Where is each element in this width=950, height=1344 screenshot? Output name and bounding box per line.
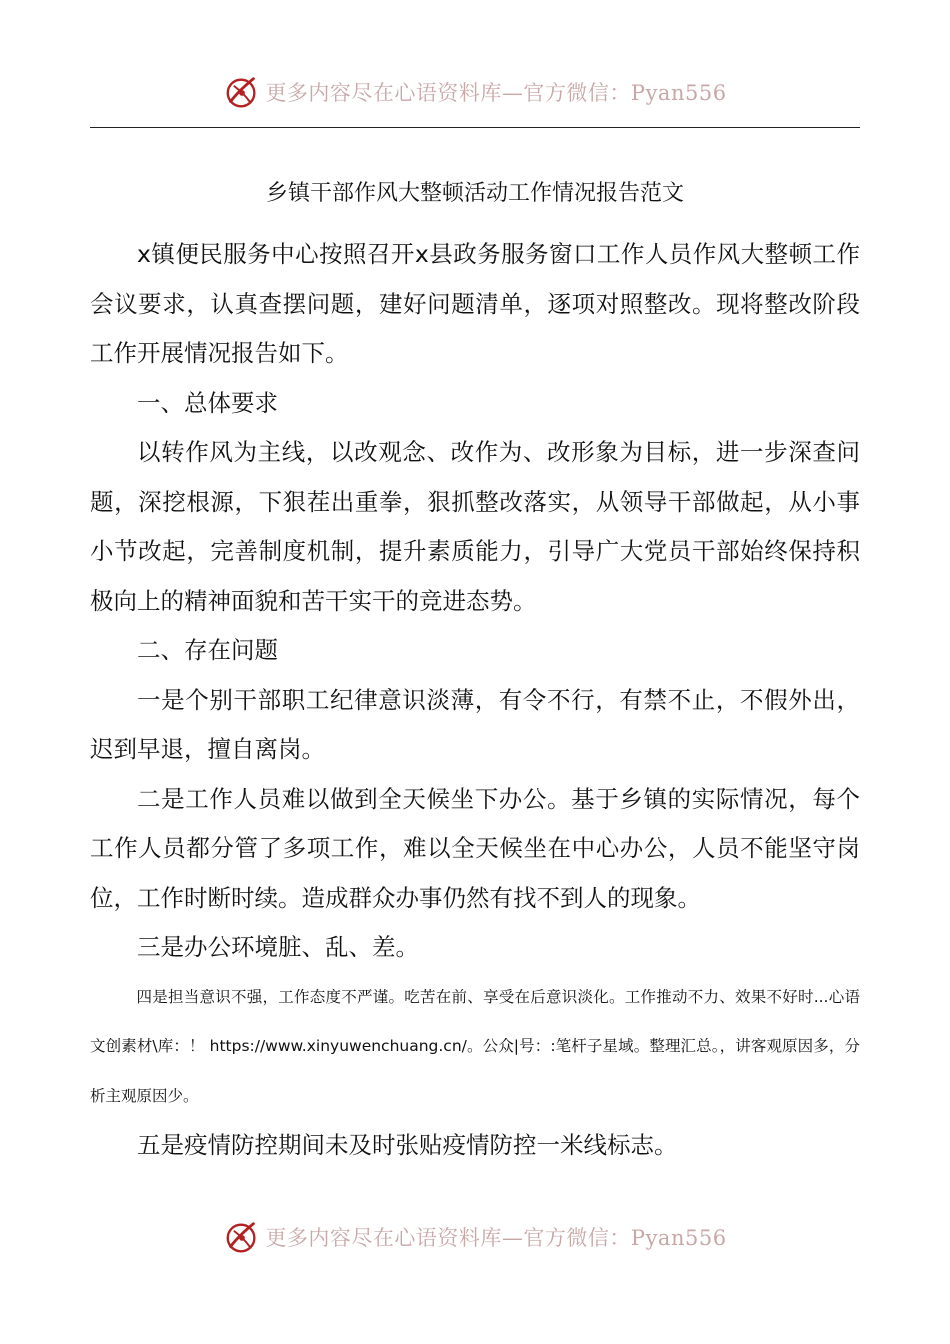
paragraph-intro: x镇便民服务中心按照召开x县政务服务窗口工作人员作风大整顿工作会议要求，认真查摆问题，建好问题清单，逐项对照整改。现将整改阶段工作开展情况报告如下。	[90, 240, 860, 367]
document-title: 乡镇干部作风大整顿活动工作情况报告范文	[265, 181, 684, 206]
document-body	[90, 230, 860, 1171]
header-watermark	[0, 72, 950, 112]
section-heading-existing-problems: 二、存在问题	[137, 636, 278, 664]
watermark-logo-icon	[223, 1218, 261, 1256]
header-divider	[90, 127, 860, 128]
watermark-text: 更多内容尽在心语资料库—官方微信：Pyan556	[265, 81, 727, 105]
paragraph-problem-2: 二是工作人员难以做到全天候坐下办公。基于乡镇的实际情况，每个工作人员都分管了多项工作，难以全天候坐在中心办公，人员不能坚守岗位，工作时断时续。造成群众办事仍然有找不到人的现象。	[90, 784, 860, 912]
section-heading-overall-requirements: 一、总体要求	[137, 388, 278, 417]
paragraph-overall-requirements: 以转作风为主线，以改观念、改作为、改形象为目标，进一步深查问题，深挖根源，下狠茬出重拳，狠抓整改落实，从领导干部做起，从小事小节改起，完善制度机制，提升素质能力，引导广大党员干部始终保持积极向上的精神面貌和苦干实干的竞进态势。	[90, 438, 860, 615]
footer-watermark	[0, 1217, 950, 1257]
paragraph-problem-4: 四是担当意识不强，工作态度不严谨。吃苦在前、享受在后意识淡化。工作推动不力、效果不好时...心语文创素材\库：！ https://www.xinyuwenchuang.cn/。公众|号：:笔杆子星域。整理汇总。，讲客观原因多，分析主观原因少。	[90, 987, 860, 1105]
paragraph-problem-1: 一是个别干部职工纪律意识淡薄，有令不行，有禁不止，不假外出，迟到早退，擅自离岗。	[90, 685, 860, 763]
watermark-logo-icon	[223, 73, 261, 111]
watermark-text: 更多内容尽在心语资料库—官方微信：Pyan556	[265, 1226, 727, 1250]
paragraph-problem-5: 五是疫情防控期间未及时张贴疫情防控一米线标志。	[137, 1131, 678, 1159]
paragraph-problem-3: 三是办公环境脏、乱、差。	[137, 933, 419, 961]
